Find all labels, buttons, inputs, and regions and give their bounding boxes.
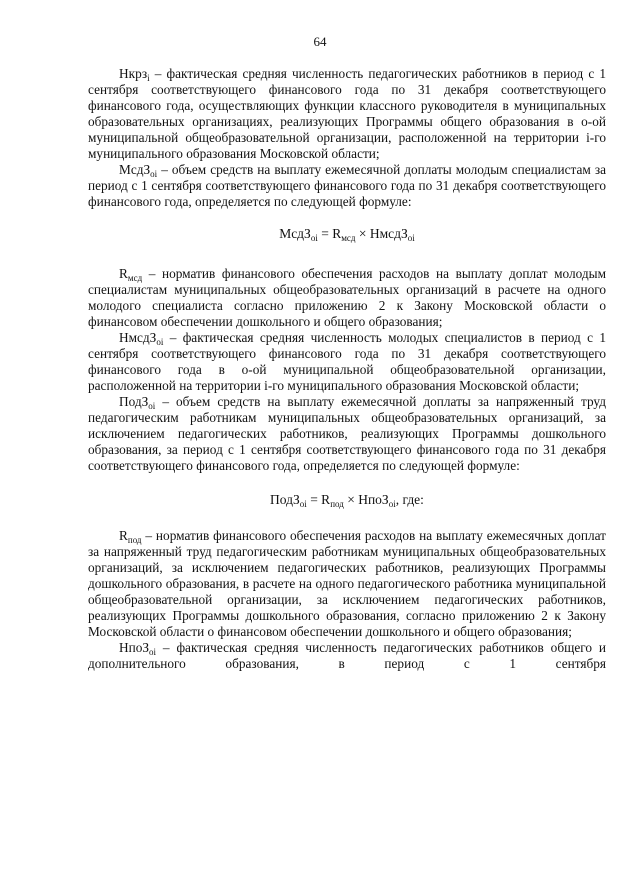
formula-rhs-subscript: oi xyxy=(388,499,396,509)
term-subscript: oi xyxy=(156,337,164,347)
formula-lhs: ПодЗ xyxy=(270,492,300,507)
term-subscript: oi xyxy=(150,169,158,179)
term: R xyxy=(119,266,128,281)
term: МсдЗ xyxy=(119,162,151,177)
formula-lhs-subscript: oi xyxy=(299,499,307,509)
definition-text: – фактическая средняя численность педагогических работников общего и дополнительного образования, в период с 1 сентября xyxy=(88,640,606,671)
definition-text: – норматив финансового обеспечения расходов на выплату ежемесячных доплат за напряженный труд педагогическим работникам муниципальных общеобразовательных организаций, за исключением педагогических работников, реализующих Программы дошкольного образования, в расчете на одного педагогического работника муниципальной общеобразовательной организации, за исключением педагогических работников, реализующих Программы дошкольного образования, согласно приложению 2 к Закону Московской области о финансовом обеспечении дошкольного и общего образования; xyxy=(88,528,606,639)
formula-podz xyxy=(88,492,606,508)
definition-msdz xyxy=(88,162,606,210)
formula-rhs-subscript: oi xyxy=(407,233,415,243)
term-subscript: мсд xyxy=(127,273,143,283)
definition-text: – норматив финансового обеспечения расходов на выплату доплат молодым специалистам муниципальных общеобразовательных организаций в расчете на одного молодого специалиста согласно приложению 2 к Закону Московской области о финансовом обеспечении дошкольного и общего образования; xyxy=(88,266,606,329)
formula-lhs: МсдЗ xyxy=(279,226,311,241)
definition-text: – фактическая средняя численность молодых специалистов в период с 1 сентября соответствующего финансового года по 31 декабря соответствующего финансового года в о-ой муниципальной общеобразовательной организации, расположенной на территории i-го муниципального образования Московской области; xyxy=(88,330,606,393)
term-subscript: oi xyxy=(148,401,156,411)
term: НпоЗ xyxy=(119,640,150,655)
definition-npoz xyxy=(88,640,606,672)
term-subscript: i xyxy=(147,73,150,83)
formula-mid: = R xyxy=(317,226,342,241)
document-body xyxy=(88,66,606,672)
formula-mid-subscript: мсд xyxy=(341,233,356,243)
formula-lhs-subscript: oi xyxy=(310,233,318,243)
formula-mid-subscript: под xyxy=(330,499,344,509)
term: Нкрз xyxy=(119,66,148,81)
definition-nkrz xyxy=(88,66,606,162)
definition-text: – фактическая средняя численность педагогических работников в период с 1 сентября соответствующего финансового года по 31 декабря соответствующего финансового года, осуществляющих функции классного руководителя в муниципальных образовательных организациях, реализующих Программы общего образования в о-ой муниципальной общеобразовательной организации, расположенной на территории i-го муниципального образования Московской области; xyxy=(88,66,606,161)
formula-msdz xyxy=(88,226,606,242)
term-subscript: под xyxy=(127,535,142,545)
definition-podz xyxy=(88,394,606,474)
term-subscript: oi xyxy=(149,647,157,657)
page-number: 64 xyxy=(313,34,327,49)
formula-mid: = R xyxy=(306,492,331,507)
definition-nmsdz xyxy=(88,330,606,394)
definition-rpod xyxy=(88,528,606,640)
definition-text: – объем средств на выплату ежемесячной доплаты за напряженный труд педагогическим работникам муниципальных общеобразовательных организаций, за исключением педагогических работников, реализующих Программы дошкольного образования, за период с 1 сентября соответствующего финансового года по 31 декабря соответствующего финансового года, определяется по следующей формуле: xyxy=(88,394,606,473)
term: ПодЗ xyxy=(119,394,149,409)
formula-tail: , где: xyxy=(395,492,424,507)
term: R xyxy=(119,528,128,543)
term: НмсдЗ xyxy=(119,330,157,345)
formula-rhs: × НмсдЗ xyxy=(355,226,408,241)
definition-rmsd xyxy=(88,266,606,330)
definition-text: – объем средств на выплату ежемесячной доплаты молодым специалистам за период с 1 сентября соответствующего финансового года по 31 декабря соответствующего финансового года, определяется по следующей формуле: xyxy=(88,162,606,209)
formula-rhs: × НпоЗ xyxy=(343,492,389,507)
